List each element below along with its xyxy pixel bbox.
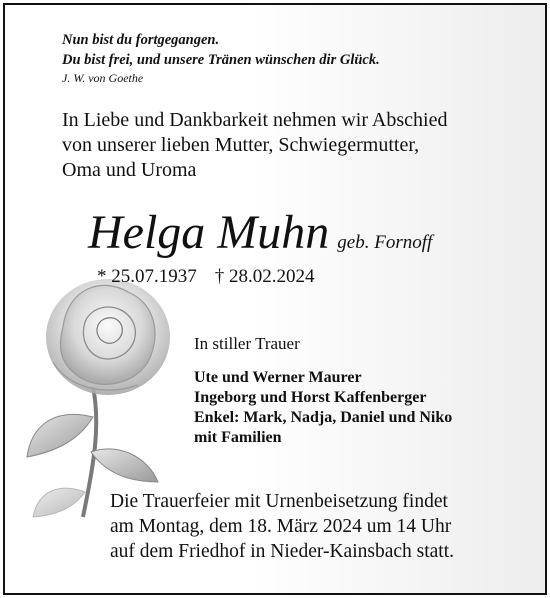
mourners-list: [194, 368, 452, 448]
mourner-line: Ingeborg und Horst Kaffenberger: [194, 389, 427, 406]
mourner-line: Ute und Werner Maurer: [194, 369, 362, 386]
obituary-frame: [3, 3, 547, 595]
ceremony-info: [110, 489, 454, 564]
mourner-line: mit Familien: [194, 429, 282, 446]
farewell-text: [62, 108, 447, 183]
maiden-name: geb. Fornoff: [337, 232, 433, 253]
mourner-line: Enkel: Mark, Nadja, Daniel und Niko: [194, 409, 453, 426]
ceremony-line-3: auf dem Friedhof in Nieder-Kainsbach statt.: [110, 541, 455, 562]
farewell-line-1: In Liebe und Dankbarkeit nehmen wir Abschied: [62, 109, 448, 131]
poem-quote: [62, 30, 380, 86]
rose-image: [23, 267, 193, 527]
mourning-label: In stiller Trauer: [194, 334, 300, 353]
quote-author: J. W. von Goethe: [62, 71, 144, 85]
deceased-name-row: [88, 203, 432, 263]
death-date: † 28.02.2024: [214, 266, 315, 287]
life-dates: [97, 265, 315, 289]
ceremony-line-1: Die Trauerfeier mit Urnenbeisetzung findet: [110, 491, 448, 512]
quote-line-1: Nun bist du fortgegangen.: [62, 32, 220, 48]
quote-line-2: Du bist frei, und unsere Tränen wünschen dir Glück.: [62, 52, 380, 68]
birth-date: * 25.07.1937: [97, 266, 197, 287]
deceased-name: Helga Muhn: [88, 206, 330, 259]
ceremony-line-2: am Montag, dem 18. März 2024 um 14 Uhr: [110, 516, 452, 537]
farewell-line-3: Oma und Uroma: [62, 159, 197, 181]
farewell-line-2: von unserer lieben Mutter, Schwiegermutter,: [62, 134, 420, 156]
